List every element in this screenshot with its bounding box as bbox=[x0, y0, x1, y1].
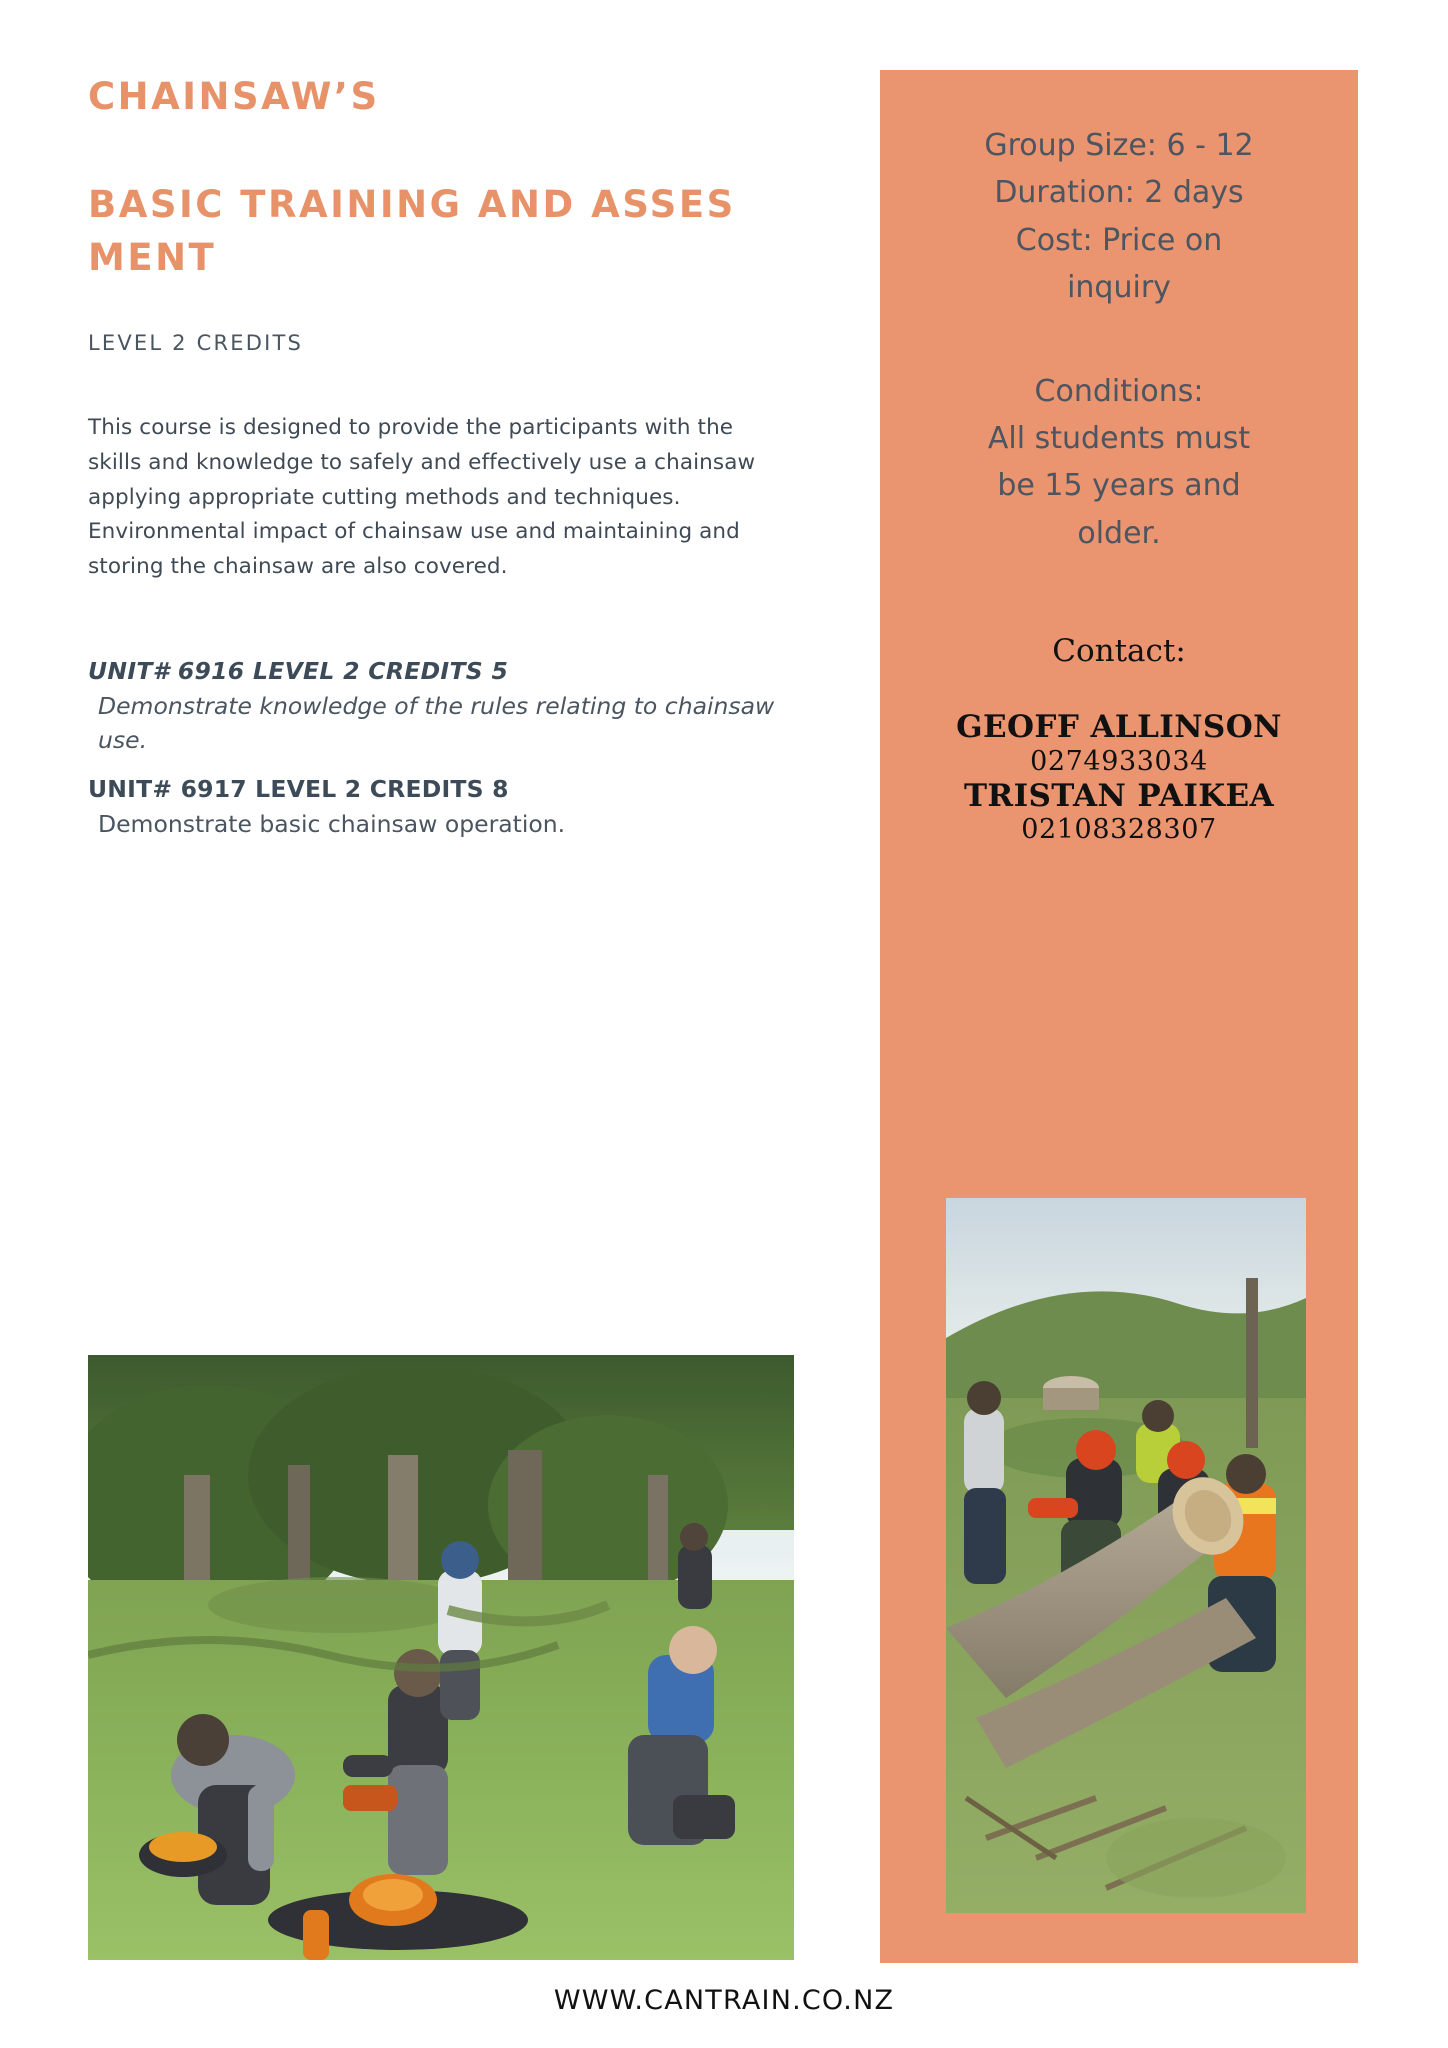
left-content-column bbox=[88, 70, 808, 841]
unit-heading-6916: UNIT# 6916 LEVEL 2 CREDITS 5 bbox=[88, 657, 509, 686]
panel-conditions-block bbox=[880, 368, 1358, 558]
photo-left-illustration bbox=[88, 1355, 794, 1960]
panel-info-line-3: Cost: Price on bbox=[1015, 222, 1223, 258]
conditions-line-2: be 15 years and bbox=[997, 468, 1241, 504]
panel-info-block bbox=[880, 70, 1358, 312]
conditions-line-3: older. bbox=[1077, 515, 1161, 551]
unit-description-6916: Demonstrate knowledge of the rules relating to chainsaw use. bbox=[98, 692, 775, 755]
training-photo-left bbox=[88, 1355, 794, 1960]
page-title-line-2: BASIC TRAINING AND ASSES MENT bbox=[88, 182, 736, 280]
contact-name-2: TRISTAN PAIKEA bbox=[963, 777, 1275, 814]
course-description: This course is designed to provide the participants with the skills and knowledge to safely and effectively use a chainsaw applying appropriate cutting methods and techniques. Environmental impact of chainsaw use and maintaining and storing the chainsaw are also covered. bbox=[88, 414, 756, 580]
level-credits-subtitle: LEVEL 2 CREDITS bbox=[88, 330, 304, 355]
panel-info-line-2: Duration: 2 days bbox=[994, 175, 1244, 211]
training-photo-right bbox=[946, 1198, 1306, 1913]
contact-list bbox=[880, 709, 1358, 846]
contact-label: Contact: bbox=[1052, 633, 1186, 670]
unit-description-6917: Demonstrate basic chainsaw operation. bbox=[98, 810, 566, 839]
contact-phone-1[interactable]: 0274933034 bbox=[1030, 745, 1208, 777]
photo-right-illustration bbox=[946, 1198, 1306, 1913]
units-list bbox=[88, 657, 808, 841]
footer-url[interactable]: WWW.CANTRAIN.CO.NZ bbox=[553, 1985, 895, 2016]
panel-info-line-1: Group Size: 6 - 12 bbox=[984, 128, 1254, 163]
unit-heading-6917: UNIT# 6917 LEVEL 2 CREDITS 8 bbox=[88, 775, 509, 804]
contact-phone-2[interactable]: 02108328307 bbox=[1021, 814, 1217, 846]
conditions-line-1: All students must bbox=[987, 420, 1251, 456]
panel-info-line-4: inquiry bbox=[1067, 270, 1171, 306]
conditions-heading: Conditions: bbox=[1034, 373, 1204, 409]
page-title-line-1: CHAINSAW’S bbox=[88, 75, 380, 118]
contact-name-1: GEOFF ALLINSON bbox=[956, 709, 1282, 746]
